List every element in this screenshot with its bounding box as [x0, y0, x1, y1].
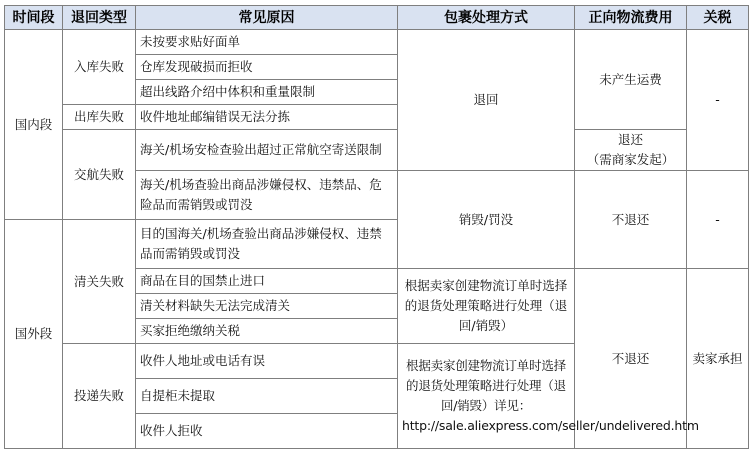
table-header-row [5, 6, 749, 30]
tariff-dash-destroy: - [687, 171, 749, 269]
reason-cell: 海关/机场查验出商品涉嫌侵权、违禁品、危险品而需销毁或罚没 [136, 171, 398, 220]
reason-cell: 收件人地址或电话有误 [136, 344, 398, 379]
tariff-dash-domestic: - [687, 30, 749, 171]
fee-no-fee: 未产生运费 [575, 30, 687, 130]
header-handling: 包裹处理方式 [398, 6, 575, 30]
reason-cell: 超出线路介绍中体积和重量限制 [136, 80, 398, 105]
header-tariff: 关税 [687, 6, 749, 30]
reason-cell: 海关/机场安检查验出超过正常航空寄送限制 [136, 130, 398, 171]
reason-cell: 仓库发现破损而拒收 [136, 55, 398, 80]
reason-cell: 收件地址邮编错误无法分拣 [136, 105, 398, 130]
header-return-type: 退回类型 [63, 6, 136, 30]
header-reason: 常见原因 [136, 6, 398, 30]
fee-refund-cell [575, 130, 687, 171]
type-handover-fail: 交航失败 [63, 130, 136, 220]
handling-destroy: 销毁/罚没 [398, 171, 575, 269]
reason-cell: 收件人拒收 [136, 414, 398, 449]
type-delivery-fail: 投递失败 [63, 344, 136, 449]
tariff-seller: 卖家承担 [687, 269, 749, 449]
table-row [5, 130, 749, 171]
period-overseas: 国外段 [5, 220, 63, 449]
handling-policy-url: 根据卖家创建物流订单时选择的退货处理策略进行处理（退回/销毁）详见：http://sale.aliexpress.com/seller/undelivered.htm [398, 344, 575, 449]
reason-cell: 自提柜未提取 [136, 379, 398, 414]
fee-no-refund-1: 不退还 [575, 171, 687, 269]
type-outbound-fail: 出库失败 [63, 105, 136, 130]
table-row [5, 30, 749, 55]
header-shipping-fee: 正向物流费用 [575, 6, 687, 30]
return-policy-table [4, 5, 749, 449]
fee-refund: 退还 [617, 132, 643, 147]
handling-policy: 根据卖家创建物流订单时选择的退货处理策略进行处理（退回/销毁） [398, 269, 575, 344]
reason-cell: 买家拒绝缴纳关税 [136, 319, 398, 344]
fee-refund-note: （需商家发起） [586, 152, 675, 167]
reason-cell: 商品在目的国禁止进口 [136, 269, 398, 294]
fee-no-refund-2: 不退还 [575, 269, 687, 449]
type-customs-fail: 清关失败 [63, 220, 136, 344]
header-period: 时间段 [5, 6, 63, 30]
reason-cell: 未按要求贴好面单 [136, 30, 398, 55]
type-inbound-fail: 入库失败 [63, 30, 136, 105]
handling-return: 退回 [398, 30, 575, 171]
reason-cell: 目的国海关/机场查验出商品涉嫌侵权、违禁品而需销毁或罚没 [136, 220, 398, 269]
period-domestic: 国内段 [5, 30, 63, 220]
reason-cell: 清关材料缺失无法完成清关 [136, 294, 398, 319]
